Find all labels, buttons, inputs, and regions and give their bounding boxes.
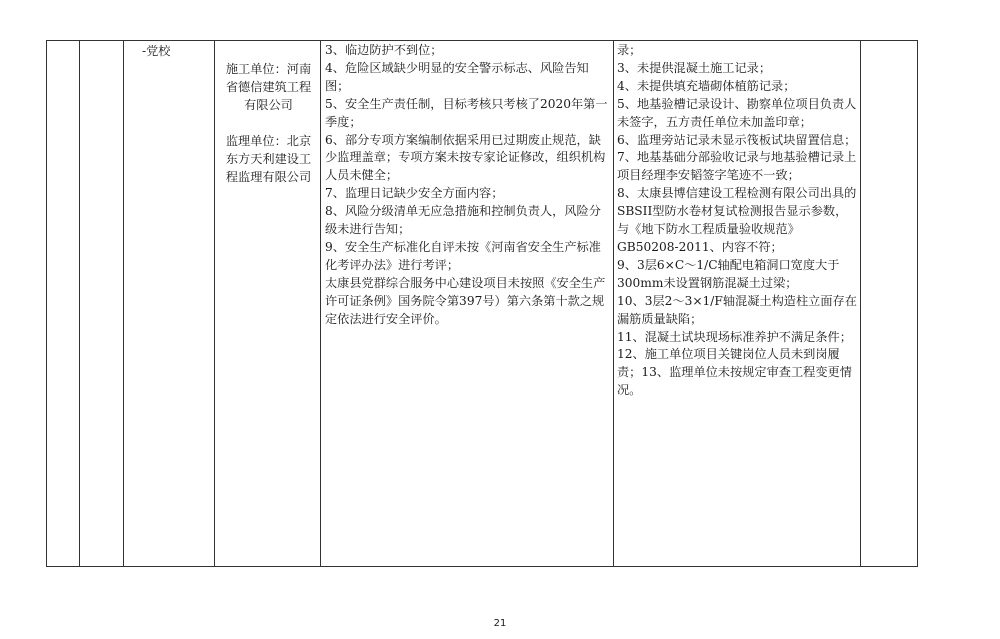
construction-unit: 施工单位：河南省德信建筑工程有限公司	[225, 62, 312, 112]
supervision-unit: 监理单位：北京东方天利建设工程监理有限公司	[225, 133, 312, 184]
problem-item: 太康县党群综合服务中心建设项目未按照《安全生产许可证条例》国务院令第397号）第六条第十款之规定依法进行安全评价。	[325, 275, 606, 326]
problem-item: 6、部分专项方案编制依据采用已过期废止规范，缺少监理盖章；专项方案未按专家论证修改，组织机构人员未健全；	[325, 132, 606, 183]
problem-item: 4、危险区域缺少明显的安全警示标志、风险告知图；	[325, 60, 589, 93]
quality-item: 5、地基验槽记录设计、勘察单位项目负责人未签字，五方责任单位未加盖印章；	[617, 96, 857, 129]
problem-item: 8、风险分级清单无应急措施和控制负责人，风险分级未进行告知；	[325, 204, 601, 237]
quality-item: 7、地基基础分部验收记录与地基验槽记录上项目经理李安韬签字笔迹不一致；	[617, 150, 857, 183]
problem-item: 5、安全生产责任制，目标考核只考核了2020年第一季度；	[325, 96, 608, 129]
quality-item: 9、3层6×C～1/C轴配电箱洞口宽度大于300mm未设置钢筋混凝土过梁；	[617, 257, 840, 290]
quality-item: 6、监理旁站记录未显示筏板试块留置信息；	[617, 132, 857, 147]
remarks-cell	[861, 41, 918, 567]
project-name: -党校	[142, 44, 171, 58]
quality-item: 10、3层2～3×1/F轴混凝土构造柱立面存在漏筋质量缺陷；	[617, 293, 857, 326]
project-name-cell	[124, 41, 215, 567]
quality-item: 12、施工单位项目关键岗位人员未到岗履责；13、监理单位未按规定审查工程变更情况。	[617, 347, 852, 398]
page-number: 21	[493, 618, 507, 629]
units-cell	[215, 41, 321, 567]
index-cell	[47, 41, 80, 567]
inspection-table	[46, 40, 918, 567]
region-cell	[80, 41, 124, 567]
quality-item: 录；	[617, 43, 642, 57]
table-row	[47, 41, 918, 567]
safety-problems-cell	[321, 41, 614, 567]
quality-item: 4、未提供填充墙砌体植筋记录；	[617, 78, 796, 93]
problem-item: 3、临边防护不到位；	[325, 43, 443, 57]
quality-item: 11、混凝土试块现场标准养护不满足条件；	[617, 329, 852, 344]
quality-item: 8、太康县博信建设工程检测有限公司出具的SBSII型防水卷材复试检测报告显示参数，与《地下防水工程质量验收规范》GB50208-2011、内容不符；	[617, 186, 857, 254]
problem-item: 9、安全生产标准化自评未按《河南省安全生产标准化考评办法》进行考评；	[325, 239, 601, 272]
quality-item: 3、未提供混凝土施工记录；	[617, 60, 772, 75]
problem-item: 7、监理日记缺少安全方面内容；	[325, 186, 504, 201]
quality-problems-cell	[614, 41, 861, 567]
